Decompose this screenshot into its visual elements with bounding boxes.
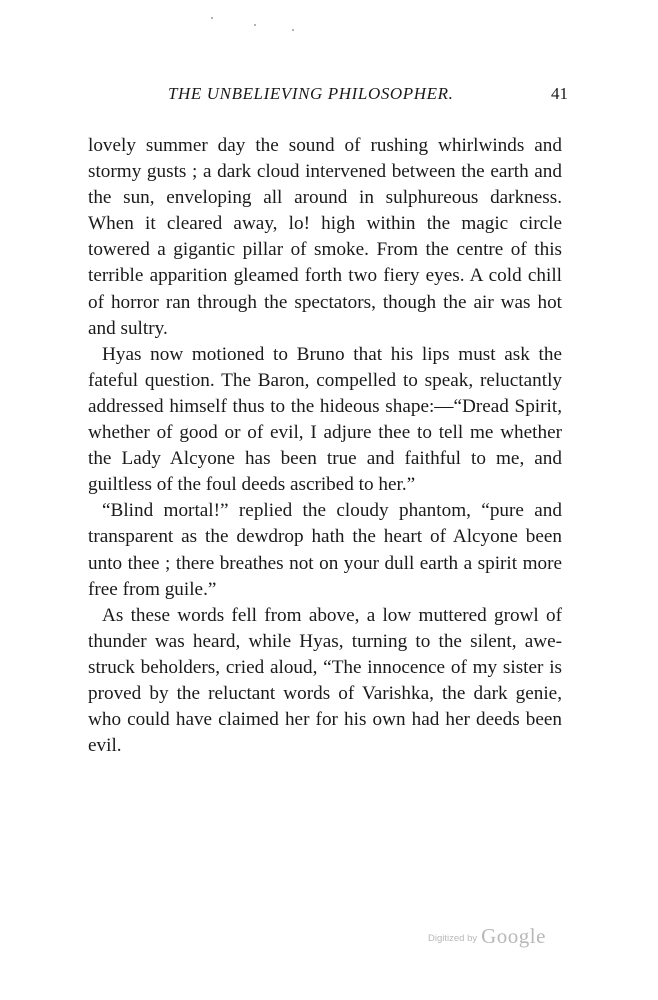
digitization-watermark — [428, 924, 546, 949]
paragraph: “Blind mortal!” replied the cloudy phantom, “pure and transparent as the dewdrop hath the heart of Alcyone been unto thee ; there breathes not on your dull earth a spirit more free from guile.” — [88, 500, 562, 600]
scan-speck — [211, 17, 213, 19]
page-number: 41 — [551, 84, 568, 103]
scan-speck — [254, 24, 256, 26]
page-header — [88, 84, 568, 108]
paragraph: As these words fell from above, a low muttered growl of thunder was heard, while Hyas, turning to the silent, awe-struck beholders, cried aloud, “The innocence of my sister is proved by the reluctant words of Varishka, the dark genie, who could have claimed her for his own had her deeds been evil. — [88, 604, 562, 757]
running-head: THE UNBELIEVING PHILOSOPHER. — [168, 84, 454, 103]
scan-speck — [292, 29, 294, 31]
digitized-label: Digitized by — [428, 933, 478, 944]
paragraph: Hyas now motioned to Bruno that his lips must ask the fateful question. The Baron, compelled to speak, reluctantly addressed himself thus to the hideous shape:—“Dread Spirit, whether of good or of evil, I adjure thee to tell me whether the Lady Alcyone has been true and faithful to me, and guiltless of the foul deeds ascribed to her.” — [88, 343, 562, 496]
google-logo: Google — [481, 924, 546, 948]
body-text — [88, 133, 562, 759]
paragraph: lovely summer day the sound of rushing whirlwinds and stormy gusts ; a dark cloud intervened between the earth and the sun, enveloping all around in sulphureous darkness. When it cleared away, lo! high within the magic circle towered a gigantic pillar of smoke. From the centre of this terrible apparition gleamed forth two fiery eyes. A cold chill of horror ran through the spectators, though the air was hot and sultry. — [88, 135, 562, 339]
